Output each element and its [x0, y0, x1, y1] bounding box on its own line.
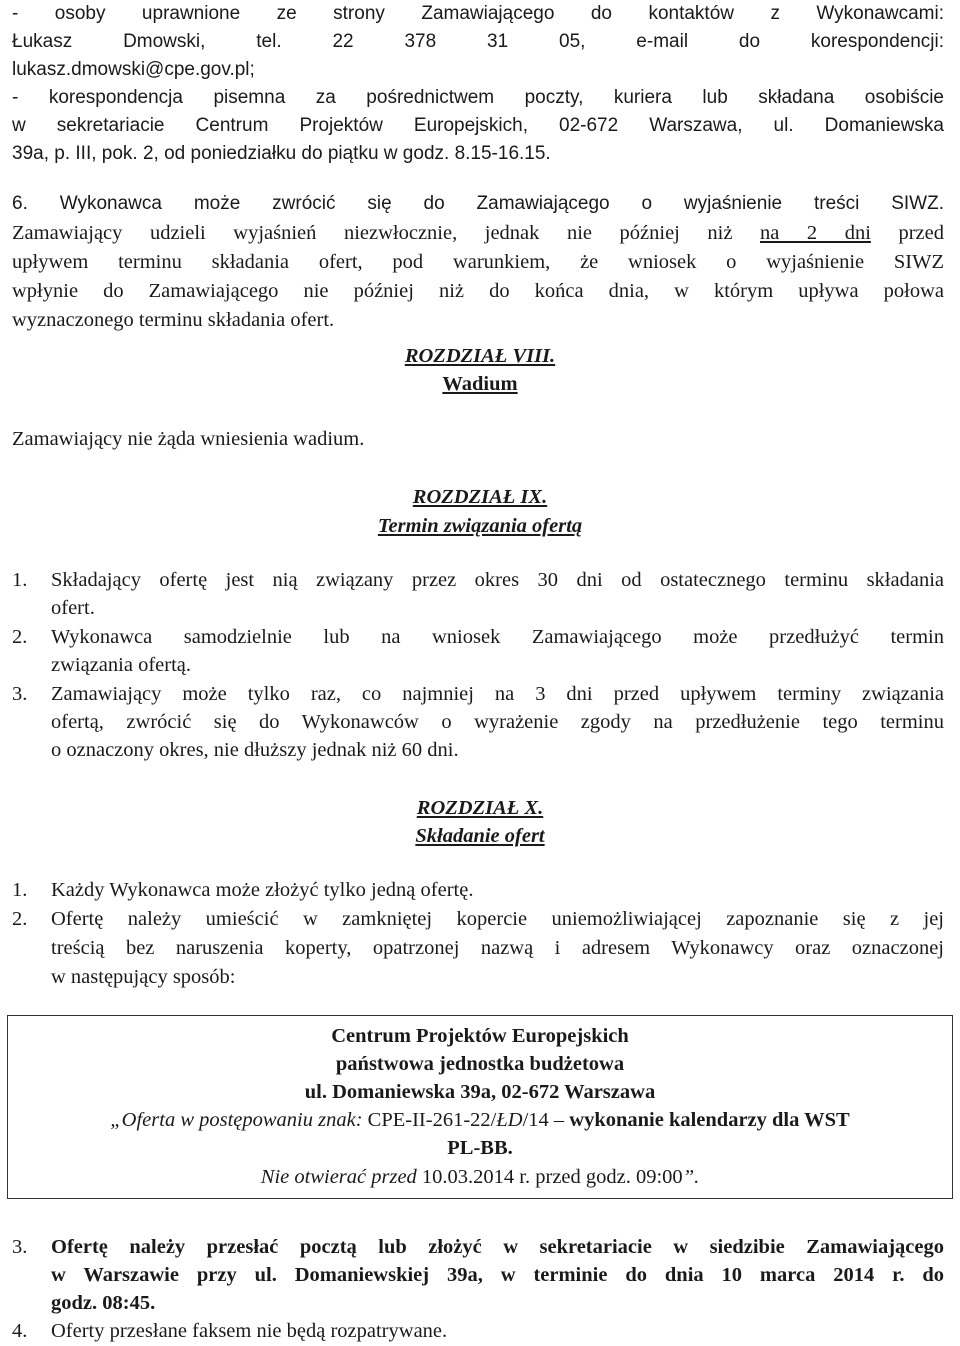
envelope-text: Nie otwierać przed: [260, 1166, 417, 1188]
list-item-text: Ofertę należy przesłać pocztą lub złożyć w sekretariacie w siedzibie Zamawiającego: [51, 1236, 944, 1258]
item-number: 1.: [12, 879, 28, 901]
list-item-text: związania ofertą.: [51, 654, 191, 676]
contacts-line: - osoby uprawnione ze strony Zamawiającego do kontaktów z Wykonawcami:: [12, 3, 944, 24]
item-number: 3.: [12, 1236, 28, 1258]
envelope-text: wykonanie kalendarzy dla WST: [569, 1109, 850, 1131]
list-item-text: w następujący sposób:: [51, 966, 236, 988]
list-item-text: ofert.: [51, 597, 95, 619]
list-item-text: w Warszawie przy ul. Domaniewskiej 39a, w terminie do dnia 10 marca 2014 r. do: [51, 1264, 944, 1286]
envelope-line: PL-BB.: [447, 1137, 513, 1159]
contacts-line: Łukasz Dmowski, tel. 22 378 31 05, e-mail do korespondencji:: [12, 31, 944, 52]
envelope-line: [7, 1163, 953, 1191]
point6-text: przed: [870, 222, 944, 244]
envelope-line: państwowa jednostka budżetowa: [335, 1053, 625, 1075]
list-item-text: Oferty przesłane faksem nie będą rozpatrywane.: [51, 1320, 448, 1342]
chapter-10-heading: ROZDZIAŁ X.: [416, 797, 544, 819]
chapter-8-heading: ROZDZIAŁ VIII.: [404, 345, 556, 367]
envelope-text: „Oferta w postępowaniu znak:: [110, 1109, 363, 1131]
list-item-text: godz. 08:45.: [51, 1292, 156, 1314]
envelope-line: ul. Domaniewska 39a, 02-672 Warszawa: [304, 1081, 656, 1103]
point6-line: [12, 219, 944, 247]
list-item-text: Zamawiający może tylko raz, co najmniej na 3 dni przed upływem terminy związania: [51, 683, 944, 705]
chapter-9-heading: ROZDZIAŁ IX.: [412, 486, 548, 508]
list-item-text: treścią bez naruszenia koperty, opatrzonej nazwą i adresem Wykonawcy oraz oznaczonej: [51, 937, 944, 959]
list-item-text: Wykonawca samodzielnie lub na wniosek Zamawiającego może przedłużyć termin: [51, 626, 944, 648]
envelope-line: Centrum Projektów Europejskich: [331, 1025, 629, 1047]
item-number: 2.: [12, 908, 28, 930]
item-number: 3.: [12, 683, 28, 705]
list-item-text: Składający ofertę jest nią związany przez okres 30 dni od ostatecznego terminu składania: [51, 569, 944, 591]
chapter-10-title: Składanie ofert: [415, 825, 545, 847]
envelope-line: [7, 1106, 953, 1134]
item-number: 4.: [12, 1320, 28, 1342]
item-number: 2.: [12, 626, 28, 648]
chapter-8-title: Wadium: [442, 373, 518, 395]
list-item-text: Ofertę należy umieścić w zamkniętej kopercie uniemożliwiającej zapoznanie się z jej: [51, 908, 944, 930]
envelope-text: /14 –: [522, 1109, 570, 1131]
item-number: 1.: [12, 569, 28, 591]
point6-line: wpłynie do Zamawiającego nie później niż do końca dnia, w którym upływa połowa: [12, 280, 944, 302]
contacts-hours: 39a, p. III, pok. 2, od poniedziałku do piątku w godz. 8.15-16.15.: [12, 143, 551, 164]
chapter-9-title: Termin związania ofertą: [377, 515, 583, 537]
envelope-text: ”.: [682, 1166, 700, 1188]
point6-line: upływem terminu składania ofert, pod warunkiem, że wniosek o wyjaśnienie SIWZ: [12, 251, 944, 273]
point6-text: Zamawiający udzieli wyjaśnień niezwłocznie, jednak nie później niż: [12, 222, 761, 244]
point6-line: wyznaczonego terminu składania ofert.: [12, 309, 335, 331]
point6-line: 6. Wykonawca może zwrócić się do Zamawiającego o wyjaśnienie treści SIWZ.: [12, 193, 944, 214]
contacts-line: - korespondencja pisemna za pośrednictwem poczty, kuriera lub składana osobiście: [12, 87, 944, 108]
point6-deadline: na 2 dni: [760, 222, 871, 244]
list-item-text: ofertą, zwrócić się do Wykonawców o wyrażenie zgody na przedłużenie tego terminu: [51, 711, 944, 733]
list-item-text: Każdy Wykonawca może złożyć tylko jedną ofertę.: [51, 879, 474, 901]
envelope-text: 10.03.2014 r. przed godz. 09:00: [416, 1166, 683, 1188]
contacts-email: lukasz.dmowski@cpe.gov.pl;: [12, 59, 255, 80]
envelope-text: ŁD: [496, 1109, 523, 1131]
chapter-8-text: Zamawiający nie żąda wniesienia wadium.: [12, 428, 365, 450]
contacts-line: w sekretariacie Centrum Projektów Europejskich, 02-672 Warszawa, ul. Domaniewska: [12, 115, 944, 136]
envelope-text: CPE-II-261-22/: [362, 1109, 497, 1131]
list-item-text: o oznaczony okres, nie dłuższy jednak niż 60 dni.: [51, 739, 459, 761]
